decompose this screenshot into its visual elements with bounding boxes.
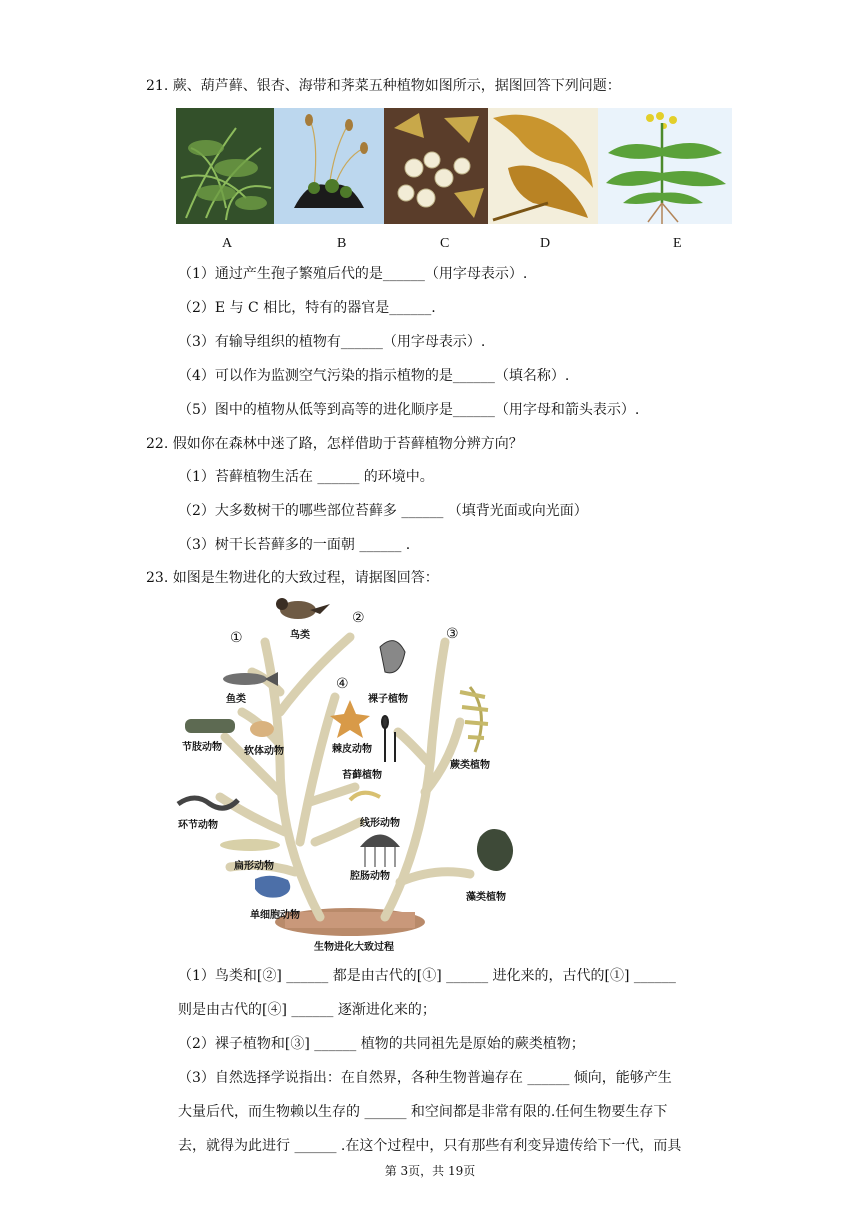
label-fish: 鱼类 bbox=[226, 694, 246, 705]
ginkgo-photo bbox=[384, 108, 488, 224]
label-bird: 鸟类 bbox=[290, 630, 310, 641]
arthropod-icon bbox=[185, 719, 235, 733]
label-flatworm: 扁形动物 bbox=[234, 861, 274, 872]
photo-label-d: D bbox=[540, 236, 551, 251]
q21-item-2: （2）E 与 C 相比，特有的器官是______. bbox=[178, 300, 436, 316]
kelp-image bbox=[488, 108, 598, 224]
nematode-icon bbox=[350, 793, 380, 800]
label-moss: 苔藓植物 bbox=[342, 770, 382, 781]
q21-title: 21. 蕨、葫芦藓、银杏、海带和荠菜五种植物如图所示，据图回答下列问题： bbox=[146, 78, 621, 94]
q21-item-4: （4）可以作为监测空气污染的指示植物的是______（填名称）. bbox=[178, 368, 570, 384]
label-annelid: 环节动物 bbox=[178, 820, 218, 831]
label-arthropod: 节肢动物 bbox=[182, 742, 222, 753]
label-nematode: 线形动物 bbox=[360, 818, 400, 829]
label-protozoa: 单细胞动物 bbox=[250, 910, 300, 921]
flatworm-icon bbox=[220, 839, 280, 851]
q21-item-3: （3）有输导组织的植物有______（用字母表示）. bbox=[178, 334, 486, 350]
circle-label-3: ③ bbox=[446, 626, 459, 642]
cnidarian-icon bbox=[360, 835, 400, 868]
moss-image bbox=[274, 108, 384, 224]
moss-icon bbox=[382, 716, 395, 762]
mollusk-icon bbox=[250, 721, 274, 737]
photo-label-a: A bbox=[222, 236, 233, 251]
label-echinoderm: 棘皮动物 bbox=[332, 744, 372, 755]
fern-photo bbox=[176, 108, 274, 224]
q23-item-3-cont-2: 去，就得为此进行 ______ .在这个过程中，只有那些有利变异遗传给下一代，而具 bbox=[178, 1138, 682, 1154]
circle-label-1: ① bbox=[230, 630, 243, 646]
q23-item-2: （2）裸子植物和[③] ______ 植物的共同祖先是原始的蕨类植物； bbox=[178, 1036, 585, 1052]
label-cnidarian: 腔肠动物 bbox=[350, 871, 390, 882]
label-fern: 蕨类植物 bbox=[450, 760, 490, 771]
q22-item-2: （2）大多数树干的哪些部位苔藓多 ______ （填背光面或向光面） bbox=[178, 503, 588, 519]
q22-item-1: （1）苔藓植物生活在 ______ 的环境中。 bbox=[178, 469, 434, 485]
circle-label-2: ② bbox=[352, 610, 365, 626]
q23-item-1: （1）鸟类和[②] ______ 都是由古代的[①] ______ 进化来的，古代的[①] ______ bbox=[178, 968, 676, 984]
bird-icon bbox=[276, 598, 330, 619]
gymnosperm-icon bbox=[380, 641, 405, 673]
q23-item-3-cont-1: 大量后代，而生物赖以生存的 ______ 和空间都是非常有限的.任何生物要生存下 bbox=[178, 1104, 668, 1120]
q22-title: 22. 假如你在森林中迷了路，怎样借助于苔藓植物分辨方向？ bbox=[146, 436, 523, 452]
q22-item-3: （3）树干长苔藓多的一面朝 ______ . bbox=[178, 537, 411, 553]
circle-label-4: ④ bbox=[336, 676, 349, 692]
photo-label-b: B bbox=[337, 236, 347, 251]
q21-item-1: （1）通过产生孢子繁殖后代的是______（用字母表示）. bbox=[178, 266, 528, 282]
shepherds-purse-photo bbox=[598, 108, 732, 224]
evolution-tree-figure bbox=[170, 592, 540, 957]
fern-image bbox=[176, 108, 274, 224]
ginkgo-image bbox=[384, 108, 488, 224]
algae-icon bbox=[477, 829, 513, 871]
label-algae: 藻类植物 bbox=[466, 892, 506, 903]
moss-photo bbox=[274, 108, 384, 224]
q21-item-5: （5）图中的植物从低等到高等的进化顺序是______（用字母和箭头表示）. bbox=[178, 402, 640, 418]
kelp-photo bbox=[488, 108, 598, 224]
protozoa-icon bbox=[255, 876, 290, 898]
photo-label-e: E bbox=[673, 236, 682, 251]
q23-item-1-cont: 则是由古代的[④] ______ 逐渐进化来的； bbox=[178, 1002, 436, 1018]
fern-icon bbox=[460, 687, 488, 752]
shepherds-purse-image bbox=[598, 108, 732, 224]
label-gymnosperm: 裸子植物 bbox=[368, 694, 408, 705]
q23-title: 23. 如图是生物进化的大致过程，请据图回答： bbox=[146, 570, 439, 586]
photo-label-c: C bbox=[440, 236, 450, 251]
tree-caption: 生物进化大致过程 bbox=[314, 942, 394, 953]
label-mollusk: 软体动物 bbox=[244, 746, 284, 757]
q23-item-3: （3）自然选择学说指出：在自然界，各种生物普遍存在 ______ 倾向，能够产生 bbox=[178, 1070, 672, 1086]
page-footer: 第 3页，共 19页 bbox=[384, 1164, 476, 1178]
